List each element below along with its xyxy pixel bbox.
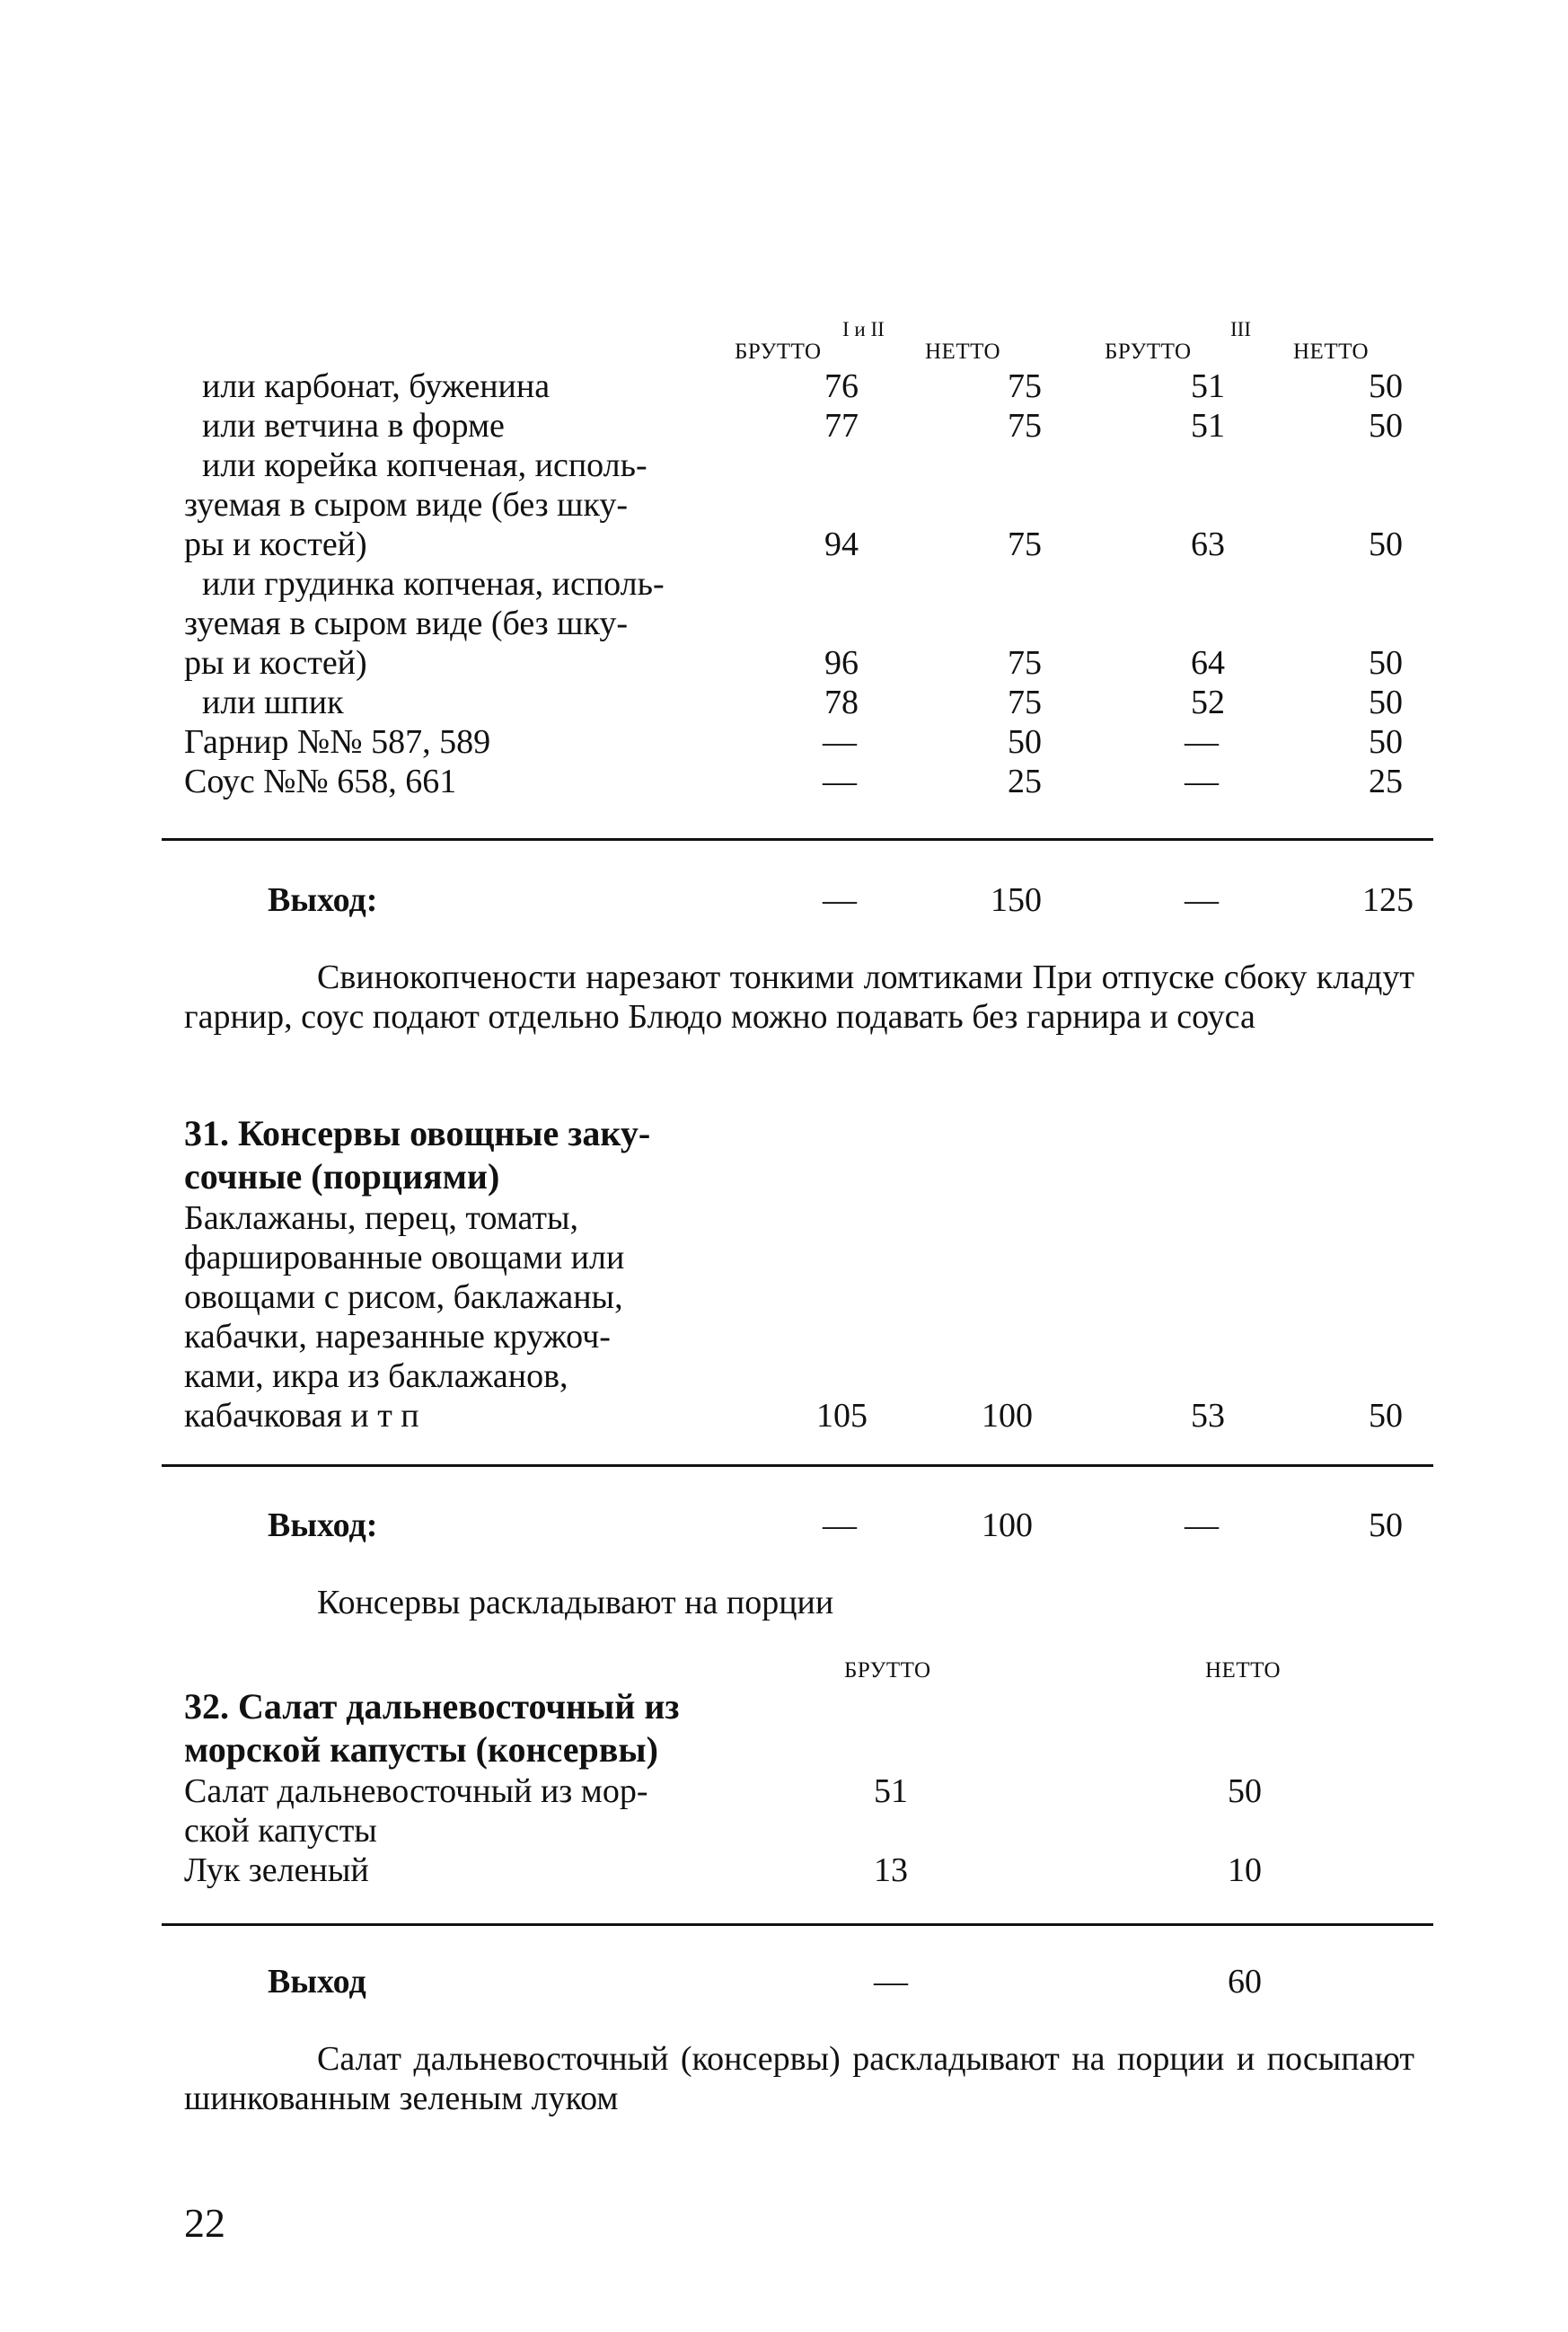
recipe-title: морской капусты (консервы)	[184, 1729, 658, 1770]
output-netto: 60	[1228, 1963, 1262, 2001]
ingredient-name: ской капусты	[184, 1812, 377, 1850]
value-netto-1: 100	[982, 1397, 1033, 1435]
value-brutto-2: 53	[1191, 1397, 1225, 1435]
recipe-description: кабачковая и т п	[184, 1397, 419, 1435]
col-header-netto: НЕТТО	[1205, 1658, 1282, 1683]
note-paragraph: Консервы раскладывают на порции	[317, 1584, 834, 1621]
value-netto-2: 50	[1369, 723, 1403, 761]
value-netto-1: 25	[1008, 763, 1042, 800]
value-brutto-2: —	[1185, 763, 1219, 800]
value-netto-1: 75	[1008, 644, 1042, 682]
table-rule	[162, 838, 1433, 841]
page-number: 22	[184, 2200, 225, 2246]
value-netto-1: 75	[1008, 684, 1042, 721]
ingredient-name: или ветчина в форме	[202, 407, 505, 445]
table-rule	[162, 1464, 1433, 1467]
recipe-description: ками, икра из баклажанов,	[184, 1357, 568, 1395]
output-netto-1: 150	[991, 881, 1042, 919]
value-netto-2: 50	[1369, 367, 1403, 405]
ingredient-name: ры и костей)	[184, 526, 367, 563]
value-netto-2: 25	[1369, 763, 1403, 800]
col-header-netto-1: НЕТТО	[925, 340, 1001, 364]
ingredient-name: Гарнир №№ 587, 589	[184, 723, 491, 761]
ingredient-name: или корейка копченая, исполь-	[202, 446, 647, 484]
value-brutto-2: 51	[1191, 367, 1225, 405]
value-brutto-1: —	[823, 763, 857, 800]
value-netto: 50	[1228, 1772, 1262, 1810]
value-brutto-1: 96	[824, 644, 859, 682]
col-header-brutto-1: БРУТТО	[735, 340, 822, 364]
value-brutto-1: 76	[824, 367, 859, 405]
value-netto: 10	[1228, 1851, 1262, 1889]
output-label: Выход:	[268, 881, 378, 919]
output-netto-2: 50	[1369, 1506, 1403, 1544]
ingredient-name: зуемая в сыром виде (без шку-	[184, 486, 629, 524]
group-header-1-2: I и II	[842, 318, 885, 340]
value-netto-2: 50	[1369, 526, 1403, 563]
value-brutto-2: 64	[1191, 644, 1225, 682]
ingredient-name: Лук зеленый	[184, 1851, 369, 1889]
recipe-description: фаршированные овощами или	[184, 1239, 625, 1276]
value-brutto-2: 63	[1191, 526, 1225, 563]
ingredient-name: ры и костей)	[184, 644, 367, 682]
value-brutto-1: 78	[824, 684, 859, 721]
group-header-3: III	[1230, 318, 1251, 340]
value-brutto-1: —	[823, 723, 857, 761]
value-netto-2: 50	[1369, 1397, 1403, 1435]
col-header-brutto: БРУТТО	[844, 1658, 931, 1683]
ingredient-name: Соус №№ 658, 661	[184, 763, 457, 800]
value-brutto-2: 51	[1191, 407, 1225, 445]
output-label: Выход:	[268, 1506, 378, 1544]
value-netto-2: 50	[1369, 407, 1403, 445]
output-label: Выход	[268, 1963, 366, 2001]
recipe-description: овощами с рисом, баклажаны,	[184, 1278, 623, 1316]
value-brutto-1: 77	[824, 407, 859, 445]
output-brutto-1: —	[823, 881, 857, 919]
output-brutto-2: —	[1185, 881, 1219, 919]
value-netto-2: 50	[1369, 684, 1403, 721]
value-brutto: 51	[874, 1772, 908, 1810]
table-rule	[162, 1923, 1433, 1926]
note-paragraph: Свинокопчености нарезают тонкими ломтиками При отпуске сбоку кладут гарнир, соус подают отдельно Блюдо можно подавать без гарнира и соуса	[184, 958, 1414, 1036]
ingredient-name: или карбонат, буженина	[202, 367, 551, 405]
value-netto-1: 75	[1008, 407, 1042, 445]
recipe-title: 32. Салат дальневосточный из	[184, 1686, 680, 1727]
ingredient-name: или грудинка копченая, исполь-	[202, 565, 665, 603]
col-header-netto-2: НЕТТО	[1293, 340, 1370, 364]
output-brutto-2: —	[1185, 1506, 1219, 1544]
value-netto-1: 75	[1008, 526, 1042, 563]
ingredient-name: или шпик	[202, 684, 344, 721]
value-brutto-2: —	[1185, 723, 1219, 761]
note-paragraph: Салат дальневосточный (консервы) раскладывают на порции и посыпают шинкованным зеленым луком	[184, 2040, 1414, 2117]
value-netto-2: 50	[1369, 644, 1403, 682]
recipe-title: сочные (порциями)	[184, 1156, 500, 1197]
output-brutto: —	[874, 1963, 908, 2001]
value-brutto: 13	[874, 1851, 908, 1889]
value-brutto-2: 52	[1191, 684, 1225, 721]
output-brutto-1: —	[823, 1506, 857, 1544]
output-netto-2: 125	[1362, 881, 1414, 919]
recipe-title: 31. Консервы овощные заку-	[184, 1113, 651, 1153]
value-netto-1: 50	[1008, 723, 1042, 761]
col-header-brutto-2: БРУТТО	[1105, 340, 1192, 364]
ingredient-name: зуемая в сыром виде (без шку-	[184, 605, 629, 642]
ingredient-name: Салат дальневосточный из мор-	[184, 1772, 648, 1810]
recipe-description: кабачки, нарезанные кружоч-	[184, 1318, 611, 1356]
recipe-description: Баклажаны, перец, томаты,	[184, 1199, 579, 1237]
value-netto-1: 75	[1008, 367, 1042, 405]
value-brutto-1: 105	[816, 1397, 868, 1435]
value-brutto-1: 94	[824, 526, 859, 563]
output-netto-1: 100	[982, 1506, 1033, 1544]
